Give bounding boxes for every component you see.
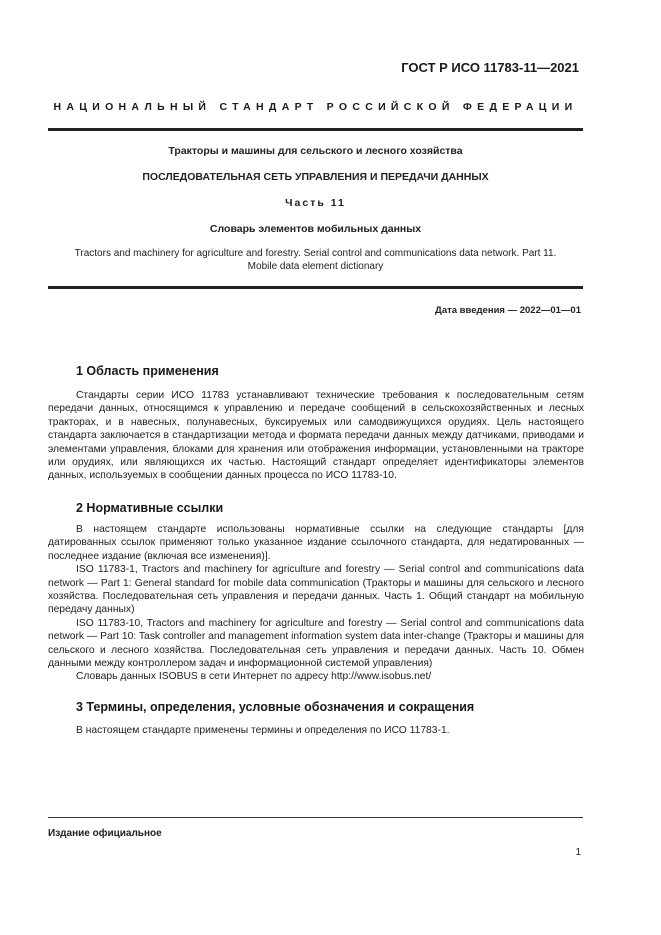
title-subtitle: Словарь элементов мобильных данных [209, 223, 422, 235]
paragraph: В настоящем стандарте применены термины и определения по ИСО 11783-1. [76, 725, 450, 736]
title-line-1: Тракторы и машины для сельского и лесного хозяйства [168, 145, 463, 157]
section-1-body [48, 389, 584, 483]
title-part: Часть 11 [285, 197, 346, 209]
section-2-heading: 2 Нормативные ссылки [76, 501, 224, 515]
header-divider [48, 128, 583, 131]
title-line-2: ПОСЛЕДОВАТЕЛЬНАЯ СЕТЬ УПРАВЛЕНИЯ И ПЕРЕДАЧИ ДАННЫХ [142, 171, 489, 183]
paragraph: Словарь данных ISOBUS в сети Интернет по адресу http://www.isobus.net/ [76, 671, 432, 683]
page-number: 1 [575, 847, 581, 858]
english-title-line-2: Mobile data element dictionary [247, 261, 384, 272]
section-1-heading: 1 Область применения [76, 364, 219, 378]
document-designation: ГОСТ Р ИСО 11783-11—2021 [401, 60, 579, 75]
english-title-line-1: Tractors and machinery for agriculture and forestry. Serial control and communications data network. Part 11. [74, 248, 557, 259]
paragraph: ISO 11783-10, Tractors and machinery for agriculture and forestry — Serial control and communications data network — Part 10: Task controller and management information system data inter-change (Тракторы и машины для сельского и лесного хозяйства. Последовательная сеть управления и передачи данных. Часть 10. Обмен данными между контроллером задач и информационной системой управления) [48, 617, 584, 670]
paragraph: Стандарты серии ИСО 11783 устанавливают технические требования к последовательным сетям передачи данных, относящимся к управлению и передаче сообщений в сельскохозяйственных и лесных тракторах, и в навесных, полунавесных, буксируемых или самодвижущихся орудиях. Цель настоящего стандарта заключается в стандартизации метода и формата передачи данных между датчиками, приводами и элементами управления, блоками для хранения или отображения информации, установленными на тракторе или орудиях, или являющихся их частью. Настоящий стандарт определяет идентификаторы элементов данных, используемых в сообщении данных процесса по ИСО 11783-10. [48, 390, 584, 482]
national-standard-banner: НАЦИОНАЛЬНЫЙ СТАНДАРТ РОССИЙСКОЙ ФЕДЕРАЦИИ [53, 101, 578, 113]
intro-date: Дата введения — 2022—01—01 [435, 305, 581, 316]
section-3-heading: 3 Термины, определения, условные обозначения и сокращения [76, 700, 475, 714]
english-title [48, 247, 583, 273]
edition-note: Издание официальное [48, 828, 162, 839]
paragraph: В настоящем стандарте использованы нормативные ссылки на следующие стандарты [для датированных ссылок применяют только указанное издание ссылочного стандарта, для недатированных — последнее издание (включая все изменения)]. [48, 524, 584, 562]
paragraph: ISO 11783-1, Tractors and machinery for agriculture and forestry — Serial control and communications data network — Part 1: General standard for mobile data communication (Тракторы и машины для сельского и лесного хозяйства. Последовательная сеть управления и передачи данных. Часть 1. Общий стандарт на мобильную передачу данных) [48, 564, 584, 616]
section-3-body [48, 724, 584, 737]
section-2-body [48, 523, 584, 684]
footer-divider [48, 817, 583, 818]
title-divider [48, 286, 583, 289]
